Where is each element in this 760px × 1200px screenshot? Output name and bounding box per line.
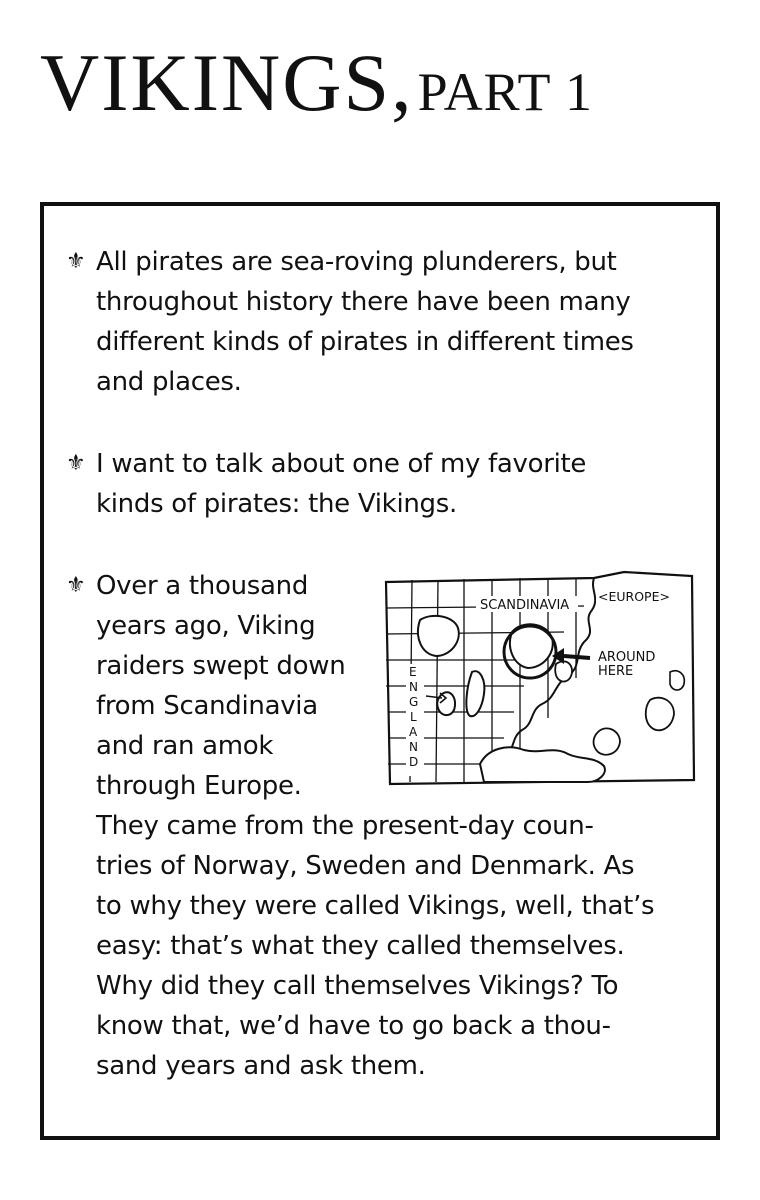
map-label-letter: G	[409, 695, 419, 709]
paragraph-line: easy: that’s what they called themselves.	[96, 931, 625, 961]
title-sub: PART 1	[417, 62, 593, 122]
paragraph-line: from Scandinavia	[96, 691, 318, 721]
paragraph-line: through Europe.	[96, 771, 302, 801]
europe-map	[384, 568, 696, 788]
paragraph-line: and places.	[96, 367, 242, 397]
map-label-around: AROUND	[598, 650, 656, 665]
paragraph-line: throughout history there have been many	[96, 287, 631, 317]
paragraph-line: kinds of pirates: the Vikings.	[96, 489, 457, 519]
map-label-europe: <EUROPE>	[598, 589, 670, 604]
paragraph-line: years ago, Viking	[96, 611, 316, 641]
map-label-letter: N	[409, 680, 418, 694]
page-title	[40, 37, 740, 142]
map-label-letter: N	[409, 740, 418, 754]
paragraph-line: They came from the present-day coun-	[96, 811, 594, 841]
map-label-here: HERE	[598, 664, 634, 679]
paragraph-line: All pirates are sea-roving plunderers, but	[96, 247, 617, 277]
bullet-paragraph-1	[96, 242, 676, 402]
map-label-letter: D	[409, 755, 419, 769]
paragraph-line: I want to talk about one of my favorite	[96, 449, 587, 479]
map-label-letter: E	[409, 665, 417, 679]
bullet-paragraph-2	[96, 444, 676, 524]
title-main: VIKINGS,	[40, 37, 414, 128]
paragraph-line: tries of Norway, Sweden and Denmark. As	[96, 851, 635, 881]
fleur-de-lis-icon: ⚜	[66, 249, 86, 274]
paragraph-line: different kinds of pirates in different times	[96, 327, 634, 357]
paragraph-line: Why did they call themselves Vikings? To	[96, 971, 619, 1001]
fleur-de-lis-icon: ⚜	[66, 451, 86, 476]
paragraph-line: know that, we’d have to go back a thou-	[96, 1011, 611, 1041]
paragraph-line: to why they were called Vikings, well, that’s	[96, 891, 655, 921]
paragraph-line: Over a thousand	[96, 571, 309, 601]
map-label-scandinavia: SCANDINAVIA	[480, 598, 570, 613]
paragraph-line: raiders swept down	[96, 651, 346, 681]
map-label-letter: L	[410, 710, 417, 724]
paragraph-line: sand years and ask them.	[96, 1051, 426, 1081]
paragraph-line: and ran amok	[96, 731, 274, 761]
fleur-de-lis-icon: ⚜	[66, 573, 86, 598]
map-label-letter: A	[409, 725, 418, 739]
